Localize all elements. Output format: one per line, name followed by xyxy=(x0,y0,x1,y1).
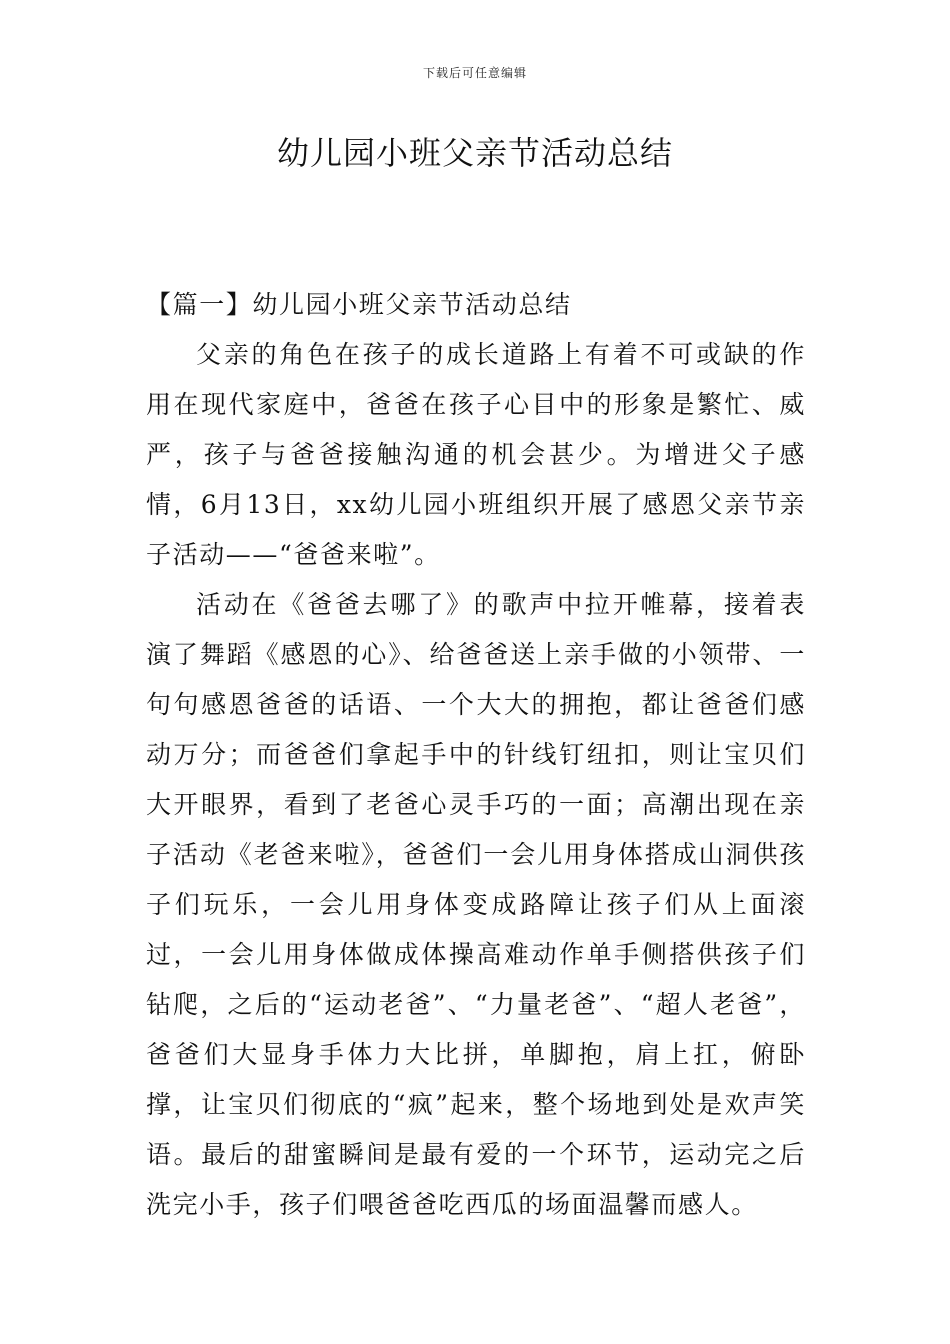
paragraph: 父亲的角色在孩子的成长道路上有着不可或缺的作用在现代家庭中，爸爸在孩子心目中的形象是繁忙、威严，孩子与爸爸接触沟通的机会甚少。为增进父子感情，6月13日，xx幼儿园小班组织开展了感恩父亲节亲子活动——“爸爸来啦”。 xyxy=(146,340,806,569)
document-body xyxy=(146,280,806,1230)
header-note: 下载后可任意编辑 xyxy=(422,66,527,80)
section-heading: 【篇一】幼儿园小班父亲节活动总结 xyxy=(146,290,572,319)
paragraph: 活动在《爸爸去哪了》的歌声中拉开帷幕，接着表演了舞蹈《感恩的心》、给爸爸送上亲手做的小领带、一句句感恩爸爸的话语、一个大大的拥抱，都让爸爸们感动万分；而爸爸们拿起手中的针线钉纽扣，则让宝贝们大开眼界，看到了老爸心灵手巧的一面；高潮出现在亲子活动《老爸来啦》，爸爸们一会儿用身体搭成山洞供孩子们玩乐，一会儿用身体变成路障让孩子们从上面滚过，一会儿用身体做成体操高难动作单手侧搭供孩子们钻爬，之后的“运动老爸”、“力量老爸”、“超人老爸”，爸爸们大显身手体力大比拼，单脚抱，肩上扛，俯卧撑，让宝贝们彻底的“疯”起来，整个场地到处是欢声笑语。最后的甜蜜瞬间是最有爱的一个环节，运动完之后洗完小手，孩子们喂爸爸吃西瓜的场面温馨而感人。 xyxy=(146,590,806,1219)
document-title: 幼儿园小班父亲节活动总结 xyxy=(276,134,673,172)
